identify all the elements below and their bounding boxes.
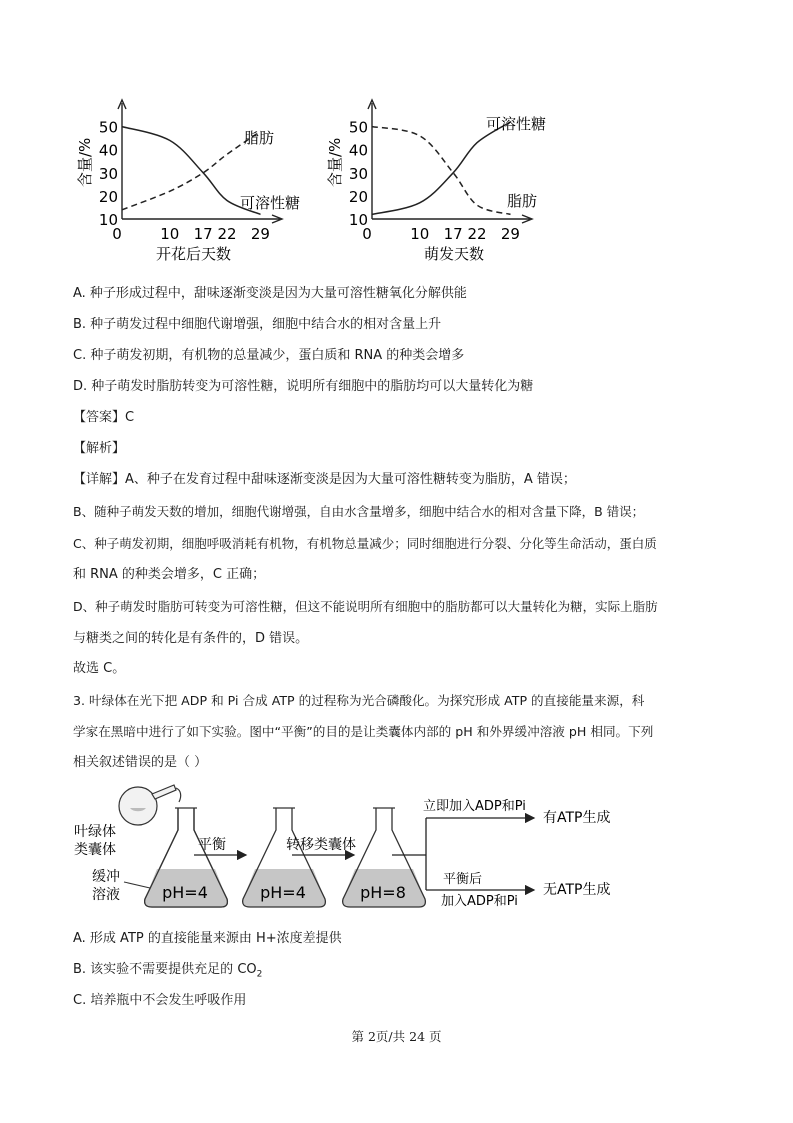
chart1-xticks: [112, 225, 270, 243]
chart2-ytick-label: 30: [348, 164, 368, 183]
q3-stem-line-1: 3. 叶绿体在光下把 ADP 和 Pi 合成 ATP 的过程称为光合磷酸化。为探究形成 ATP 的直接能量来源，科: [73, 693, 645, 708]
chart2-yticks: [349, 119, 368, 229]
explanation-line-3: C、种子萌发初期，细胞呼吸消耗有机物，有机物总量减少；同时细胞进行分裂、分化等生命活动，蛋白质: [73, 536, 657, 551]
explanation-line-1: 【详解】A、种子在发育过程中甜味逐渐变淡是因为大量可溶性糖转变为脂肪，A 错误；: [73, 472, 576, 487]
arrow-2-label: 转移类囊体: [286, 837, 356, 853]
chart2-label-sugar: 可溶性糖: [486, 115, 547, 133]
q3-option-a: A. 形成 ATP 的直接能量来源由 H+浓度差提供: [73, 931, 342, 946]
result-top: 有ATP生成: [543, 810, 611, 826]
q2-option-d: D. 种子萌发时脂肪转变为可溶性糖，说明所有细胞中的脂肪均可以大量转化为糖: [73, 379, 534, 394]
chart1-ytick-label: 50: [98, 118, 118, 137]
chart2-xlabel: 萌发天数: [424, 245, 485, 263]
chart-germination: [320, 95, 580, 267]
chart1-xlabel: 开花后天数: [156, 245, 232, 263]
q3-option-b-subscript: 2: [256, 969, 263, 980]
thylakoid-label-2: 类囊体: [74, 842, 116, 858]
chart2-xticks: [362, 225, 520, 243]
chart2-xtick-label: 17: [443, 225, 463, 243]
branch-top-label: 立即加入ADP和Pi: [423, 799, 526, 814]
explanation-line-5: D、种子萌发时脂肪可转变为可溶性糖，但这不能说明所有细胞中的脂肪都可以大量转化为糖，实际上脂肪: [73, 599, 658, 614]
buffer-label-1: 缓冲: [92, 869, 120, 885]
arrow-1-label: 平衡: [198, 837, 226, 853]
chart2-series-sugar-line: [372, 122, 511, 214]
answer: 【答案】C: [73, 410, 135, 425]
chart1-xtick-label: 0: [112, 225, 122, 243]
q2-option-c: C. 种子萌发初期，有机物的总量减少，蛋白质和 RNA 的种类会增多: [73, 348, 465, 363]
flask-3-ph: pH=8: [360, 883, 406, 902]
q3-stem-line-3: 相关叙述错误的是（ ）: [73, 755, 208, 770]
chart1-ylabel: 含量/%: [76, 137, 94, 187]
chart2-xtick-label: 29: [500, 225, 520, 243]
q3-option-b: [73, 961, 262, 984]
chart1-ytick-label: 10: [98, 211, 118, 229]
chart2-xtick-label: 22: [467, 225, 487, 243]
analysis-heading: 【解析】: [73, 441, 126, 456]
thylakoid-label-1: 叶绿体: [74, 824, 116, 840]
buffer-label-2: 溶液: [92, 887, 120, 903]
experiment-diagram: [70, 778, 630, 924]
chart1-yticks: [99, 119, 118, 229]
chart2-ytick-label: 40: [348, 141, 368, 160]
result-bottom: 无ATP生成: [543, 882, 611, 898]
branch-bottom-label-2: 加入ADP和Pi: [441, 894, 518, 909]
q3-option-c: C. 培养瓶中不会发生呼吸作用: [73, 993, 247, 1008]
chart-flowering: [70, 95, 320, 267]
pouring-flask-icon: [119, 785, 181, 825]
q2-option-a: A. 种子形成过程中，甜味逐渐变淡是因为大量可溶性糖氧化分解供能: [73, 286, 467, 301]
chart1-label-fat: 脂肪: [244, 129, 275, 147]
explanation-line-2: B、随种子萌发天数的增加，细胞代谢增强，自由水含量增多，细胞中结合水的相对含量下降，B 错误；: [73, 504, 645, 519]
chart1-label-sugar: 可溶性糖: [240, 194, 301, 212]
chart2-ytick-label: 50: [348, 118, 368, 137]
flask-2-ph: pH=4: [260, 883, 306, 902]
chart2-series-fat-line: [372, 127, 511, 215]
chart1-ytick-label: 40: [98, 141, 118, 160]
chart2-ylabel: 含量/%: [326, 137, 344, 187]
q3-stem-line-2: 学家在黑暗中进行了如下实验。图中“平衡”的目的是让类囊体内部的 pH 和外界缓冲溶液 pH 相同。下列: [73, 724, 654, 739]
chart2-ytick-label: 20: [348, 187, 368, 206]
chart1-xtick-label: 10: [160, 225, 180, 243]
flask-1-ph: pH=4: [162, 883, 208, 902]
explanation-line-6: 与糖类之间的转化是有条件的，D 错误。: [73, 631, 309, 646]
explanation-line-4: 和 RNA 的种类会增多，C 正确；: [73, 567, 266, 582]
chart1-xtick-label: 17: [193, 225, 213, 243]
explanation-line-7: 故选 C。: [73, 661, 126, 676]
chart2-xtick-label: 10: [410, 225, 430, 243]
chart2-label-fat: 脂肪: [507, 192, 538, 210]
chart2-curves: [372, 122, 511, 214]
chart2-xtick-label: 0: [362, 225, 372, 243]
chart1-xtick-label: 29: [250, 225, 270, 243]
page-footer: 第 2页/共 24 页: [351, 1029, 442, 1044]
q2-option-b: B. 种子萌发过程中细胞代谢增强，细胞中结合水的相对含量上升: [73, 317, 442, 332]
chart1-ytick-label: 20: [98, 187, 118, 206]
branch-bottom-label-1: 平衡后: [443, 872, 483, 887]
chart2-ytick-label: 10: [348, 211, 368, 229]
chart1-ytick-label: 30: [98, 164, 118, 183]
q3-option-b-text: B. 该实验不需要提供充足的 CO: [73, 962, 257, 977]
chart1-xtick-label: 22: [217, 225, 237, 243]
